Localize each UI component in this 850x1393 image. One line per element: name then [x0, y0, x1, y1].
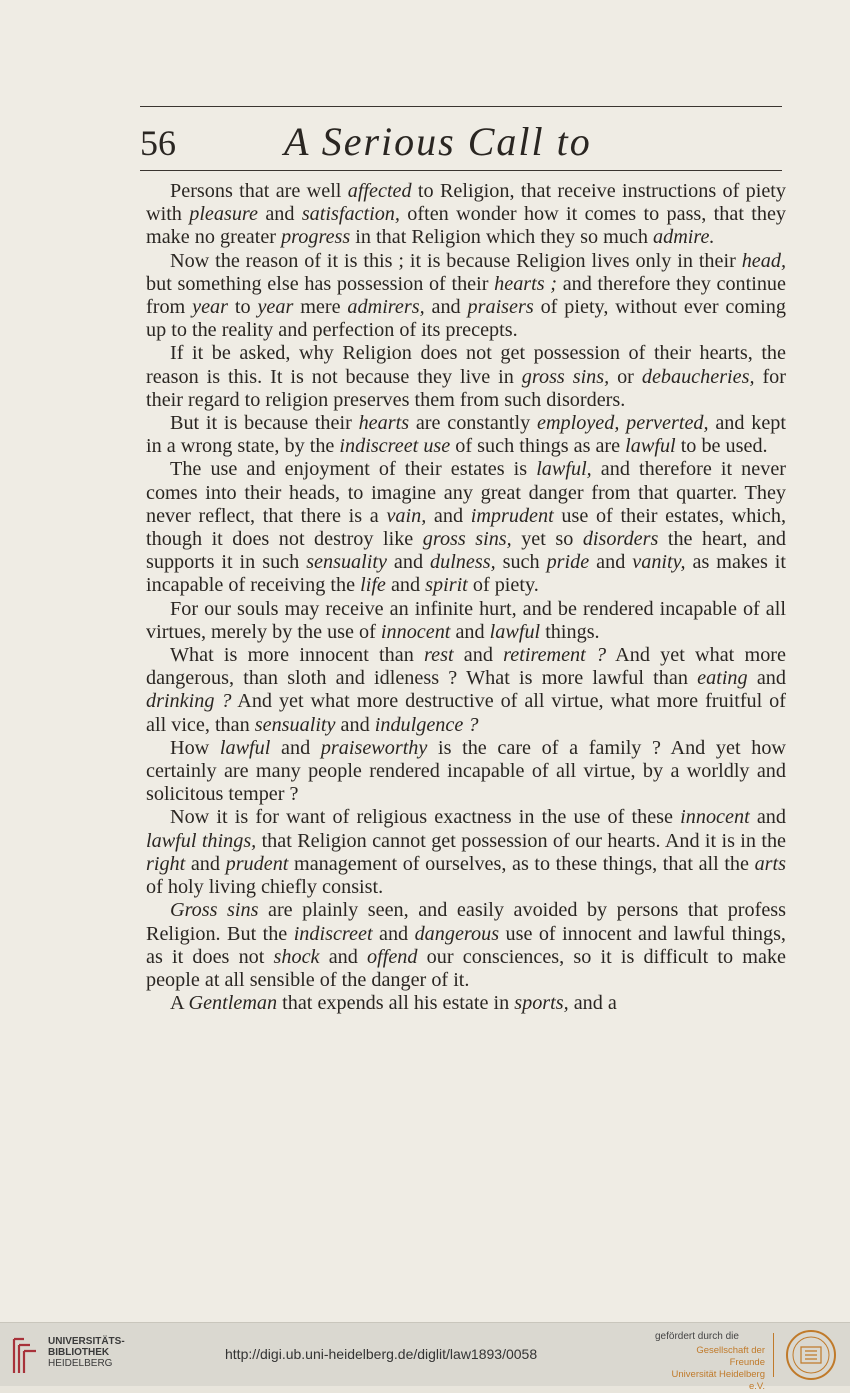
italic-run: innocent	[380, 620, 451, 643]
text-run: and a	[568, 992, 617, 1015]
text-run: The use and enjoyment of their estates is	[170, 458, 537, 481]
italic-run: retirement ?	[503, 644, 607, 667]
text-run: yet so	[511, 528, 583, 551]
text-run: Now the reason of it is this ; it is because Religion lives only in their	[170, 249, 742, 272]
italic-run: admirers,	[347, 296, 425, 319]
text-run: are constantly	[409, 412, 537, 435]
italic-run: employed, perverted,	[536, 412, 709, 435]
italic-run: Gross sins	[170, 899, 259, 922]
paragraph	[146, 737, 786, 807]
italic-run: year	[192, 296, 228, 319]
italic-run: life	[360, 574, 386, 597]
italic-run: vanity,	[632, 551, 686, 574]
italic-run: sports,	[514, 992, 569, 1015]
text-run: or	[609, 365, 642, 388]
text-run: and	[424, 296, 468, 319]
text-run: For our souls may receive an infinite hurt, and be rendered incapable of all virtues, merely by the use of	[146, 597, 786, 643]
italic-run: debaucheries,	[641, 365, 755, 388]
paragraph	[146, 598, 786, 644]
text-run: But it is because their	[170, 412, 359, 435]
italic-run: indiscreet	[293, 922, 373, 945]
paragraph	[146, 806, 786, 899]
text-run: and therefore they continue from	[146, 272, 786, 319]
italic-run: head,	[741, 249, 786, 272]
footer-divider	[773, 1333, 774, 1377]
sponsor-line-1: Gesellschaft der Freunde	[696, 1345, 765, 1368]
text-run: and	[426, 504, 471, 527]
italic-run: indulgence ?	[374, 713, 479, 736]
italic-run: lawful	[489, 620, 541, 643]
text-run: the heart, and supports it in such	[146, 528, 787, 574]
italic-run: sensuality	[306, 551, 387, 574]
italic-run: gross sins,	[521, 365, 610, 388]
paragraph	[146, 458, 786, 597]
text-run: and	[749, 806, 786, 829]
text-run: in that Religion which they so much	[350, 226, 654, 249]
text-run: If it be asked, why Religion does not get possession of their hearts, the reason is this. It is not because they live in	[146, 342, 786, 388]
text-run: to	[228, 296, 258, 319]
italic-run: Gentleman	[188, 992, 278, 1015]
italic-run: disorders	[582, 528, 659, 551]
italic-run: shock	[273, 945, 320, 968]
text-run: often wonder how it comes to pass, that they make no greater	[146, 203, 787, 249]
header-rule	[140, 170, 782, 171]
sponsor-line-2: Universität Heidelberg e.V.	[671, 1369, 765, 1392]
italic-run: rest	[424, 644, 454, 667]
text-run: such	[495, 551, 547, 574]
text-run: of such things as are	[450, 435, 626, 458]
permalink-url[interactable]: http://digi.ub.uni-heidelberg.de/diglit/law1893/0058	[225, 1346, 538, 1362]
text-run: and	[453, 644, 504, 667]
library-name-line-1: UNIVERSITÄTS-	[48, 1336, 125, 1347]
text-run: and	[258, 203, 302, 226]
italic-run: hearts	[358, 412, 410, 435]
italic-run: innocent	[680, 806, 750, 829]
text-run: is the care of a family ? And yet how certainly are many people rendered incapable of all virtue, by a worldly and solicitous temper ?	[146, 736, 786, 806]
support-text: gefördert durch die	[655, 1331, 739, 1342]
italic-run: satisfaction,	[301, 203, 400, 226]
italic-run: arts	[754, 852, 786, 875]
page-number: 56	[140, 123, 176, 163]
italic-run: dangerous	[414, 922, 500, 945]
text-run: and kept in a wrong state, by the	[146, 412, 786, 458]
library-city: HEIDELBERG	[48, 1358, 113, 1369]
italic-run: praisers	[467, 296, 534, 319]
text-run: of holy living chiefly consist.	[146, 876, 384, 899]
text-run: and	[270, 736, 321, 759]
italic-run: pride	[546, 551, 590, 574]
italic-run: indiscreet use	[339, 435, 451, 458]
text-run: as makes it incapable of receiving the	[146, 551, 787, 597]
italic-run: affected	[347, 180, 412, 202]
text-run: are plainly seen, and easily avoided by persons that profess Religion. But the	[146, 899, 787, 945]
paragraph	[146, 412, 786, 458]
page-header	[140, 116, 780, 172]
text-run: and	[372, 922, 415, 945]
italic-run: sensuality	[254, 713, 336, 736]
text-run: but something else has possession of their	[146, 272, 495, 295]
text-run: use of innocent and lawful things, as it does not	[146, 922, 786, 968]
text-run: our consciences, so it is difficult to make people at all sensible of the danger of it.	[146, 945, 786, 991]
italic-run: hearts ;	[494, 272, 558, 295]
italic-run: progress	[281, 226, 351, 249]
text-run: and	[185, 852, 226, 875]
text-run: that expends all his estate in	[277, 992, 515, 1015]
top-rule	[140, 106, 782, 107]
body-text	[146, 180, 786, 1015]
text-run: And yet what more dangerous, than sloth and idleness ? What is more lawful than	[146, 644, 786, 690]
italic-run: lawful,	[536, 458, 592, 481]
italic-run: offend	[367, 945, 418, 968]
italic-run: lawful things,	[146, 829, 257, 852]
text-run: and	[335, 713, 375, 736]
text-run: management of ourselves, as to these things, that all the	[288, 852, 755, 875]
paragraph	[146, 899, 786, 992]
text-run: to be used.	[675, 435, 768, 458]
italic-run: gross sins,	[422, 528, 512, 551]
paragraph	[146, 180, 786, 250]
sponsor-name	[665, 1345, 765, 1393]
text-run: and	[747, 667, 786, 690]
italic-run: dulness,	[430, 551, 496, 574]
text-run: How	[170, 736, 220, 759]
paragraph	[146, 250, 786, 343]
text-run: mere	[293, 296, 348, 319]
italic-run: praiseworthy	[320, 736, 428, 759]
italic-run: drinking ?	[146, 690, 232, 713]
text-run: to Religion, that receive instructions of piety with	[146, 180, 786, 226]
italic-run: vain,	[386, 504, 427, 527]
text-run: things.	[540, 620, 600, 643]
library-logo-icon	[10, 1333, 40, 1377]
running-title: A Serious Call to	[284, 119, 592, 164]
paragraph	[146, 644, 786, 737]
italic-run: imprudent	[470, 504, 554, 527]
italic-run: spirit	[425, 574, 468, 597]
text-run: for their regard to religion preserves them from such disorders.	[146, 365, 786, 411]
library-name	[48, 1336, 125, 1369]
text-run: and	[450, 620, 490, 643]
text-run: and therefore it never comes into their heads, to imagine any great danger from that quarter. They never reflect, that there is a	[146, 458, 786, 527]
text-run: of piety.	[467, 574, 539, 597]
text-run: of piety, without ever coming up to the reality and perfection of its precepts.	[146, 296, 786, 342]
italic-run: pleasure	[189, 203, 258, 226]
library-name-line-2: BIBLIOTHEK	[48, 1347, 110, 1358]
italic-run: right	[146, 852, 186, 875]
university-seal-icon	[784, 1329, 838, 1381]
italic-run: eating	[697, 667, 748, 690]
italic-run: admire.	[653, 226, 715, 249]
digitization-footer	[0, 1322, 850, 1392]
text-run: Persons that are well	[170, 180, 348, 202]
text-run: and	[386, 551, 431, 574]
text-run: and	[385, 574, 426, 597]
text-run: And yet what more destructive of all virtue, what more fruitful of all vice, than	[146, 690, 786, 736]
italic-run: lawful	[219, 736, 271, 759]
text-run: and	[589, 551, 633, 574]
text-run: and	[319, 945, 368, 968]
italic-run: prudent	[225, 852, 289, 875]
text-run: A	[170, 992, 189, 1015]
italic-run: lawful	[625, 435, 676, 458]
text-run: use of their estates, which, though it does not destroy like	[146, 504, 786, 551]
text-run: that Religion cannot get possession of our hearts. And it is in the	[256, 829, 786, 852]
italic-run: year	[257, 296, 294, 319]
paragraph	[146, 992, 786, 1015]
text-run: What is more innocent than	[170, 644, 425, 667]
paragraph	[146, 342, 786, 412]
text-run: Now it is for want of religious exactness in the use of these	[170, 806, 681, 829]
